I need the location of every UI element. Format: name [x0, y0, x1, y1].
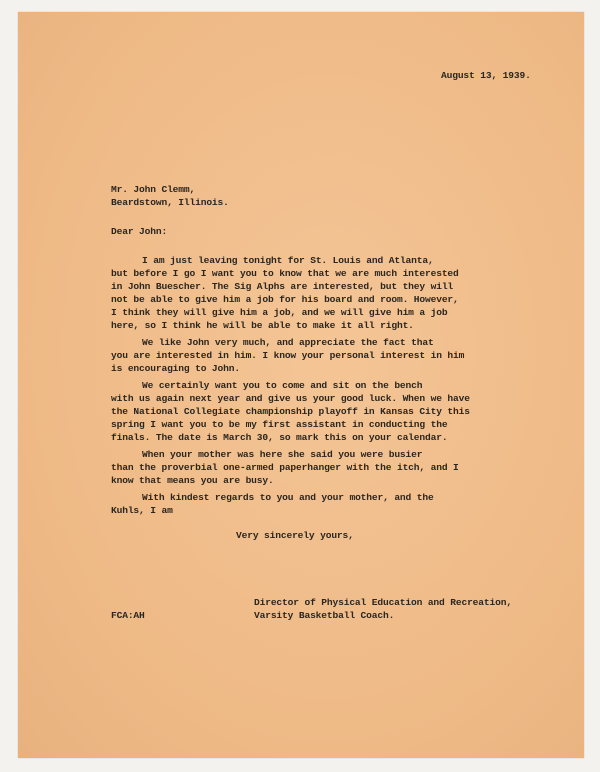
salutation: Dear John:	[111, 226, 168, 237]
paragraph-2-line-2: you are interested in him. I know your personal interest in him	[111, 350, 465, 361]
paragraph-3-line-4: spring I want you to be my first assistant in conducting the	[111, 419, 448, 430]
paragraph-3-line-1: We certainly want you to come and sit on the bench	[142, 380, 423, 391]
paragraph-1-line-3: in John Buescher. The Sig Alphs are interested, but they will	[111, 281, 454, 292]
paragraph-4-line-1: When your mother was here she said you were busier	[142, 449, 423, 460]
paragraph-1-line-1: I am just leaving tonight for St. Louis and Atlanta,	[142, 255, 434, 266]
paragraph-3-line-5: finals. The date is March 30, so mark this on your calendar.	[111, 432, 448, 443]
paragraph-5-line-2: Kuhls, I am	[111, 505, 173, 516]
paragraph-4-line-2: than the proverbial one-armed paperhanger with the itch, and I	[111, 462, 459, 473]
letter-date: August 13, 1939.	[441, 70, 531, 81]
paragraph-1-line-4: not be able to give him a job for his board and room. However,	[111, 294, 459, 305]
paragraph-2-line-1: We like John very much, and appreciate the fact that	[142, 337, 434, 348]
paragraph-1-line-2: but before I go I want you to know that we are much interested	[111, 268, 459, 279]
complimentary-closing: Very sincerely yours,	[236, 530, 354, 541]
signature-title-line-1: Director of Physical Education and Recreation,	[254, 597, 512, 608]
paragraph-2-line-3: is encouraging to John.	[111, 363, 240, 374]
paragraph-4-line-3: know that means you are busy.	[111, 475, 274, 486]
paragraph-5-line-1: With kindest regards to you and your mother, and the	[142, 492, 434, 503]
recipient-name: Mr. John Clemm,	[111, 184, 196, 195]
typist-initials: FCA:AH	[111, 610, 145, 621]
paragraph-1-line-6: here, so I think he will be able to make it all right.	[111, 320, 414, 331]
paragraph-1-line-5: I think they will give him a job, and we will give him a job	[111, 307, 448, 318]
recipient-location: Beardstown, Illinois.	[111, 197, 229, 208]
paragraph-3-line-3: the National Collegiate championship playoff in Kansas City this	[111, 406, 470, 417]
signature-title-line-2: Varsity Basketball Coach.	[254, 610, 395, 621]
paragraph-3-line-2: with us again next year and give us your good luck. When we have	[111, 393, 470, 404]
